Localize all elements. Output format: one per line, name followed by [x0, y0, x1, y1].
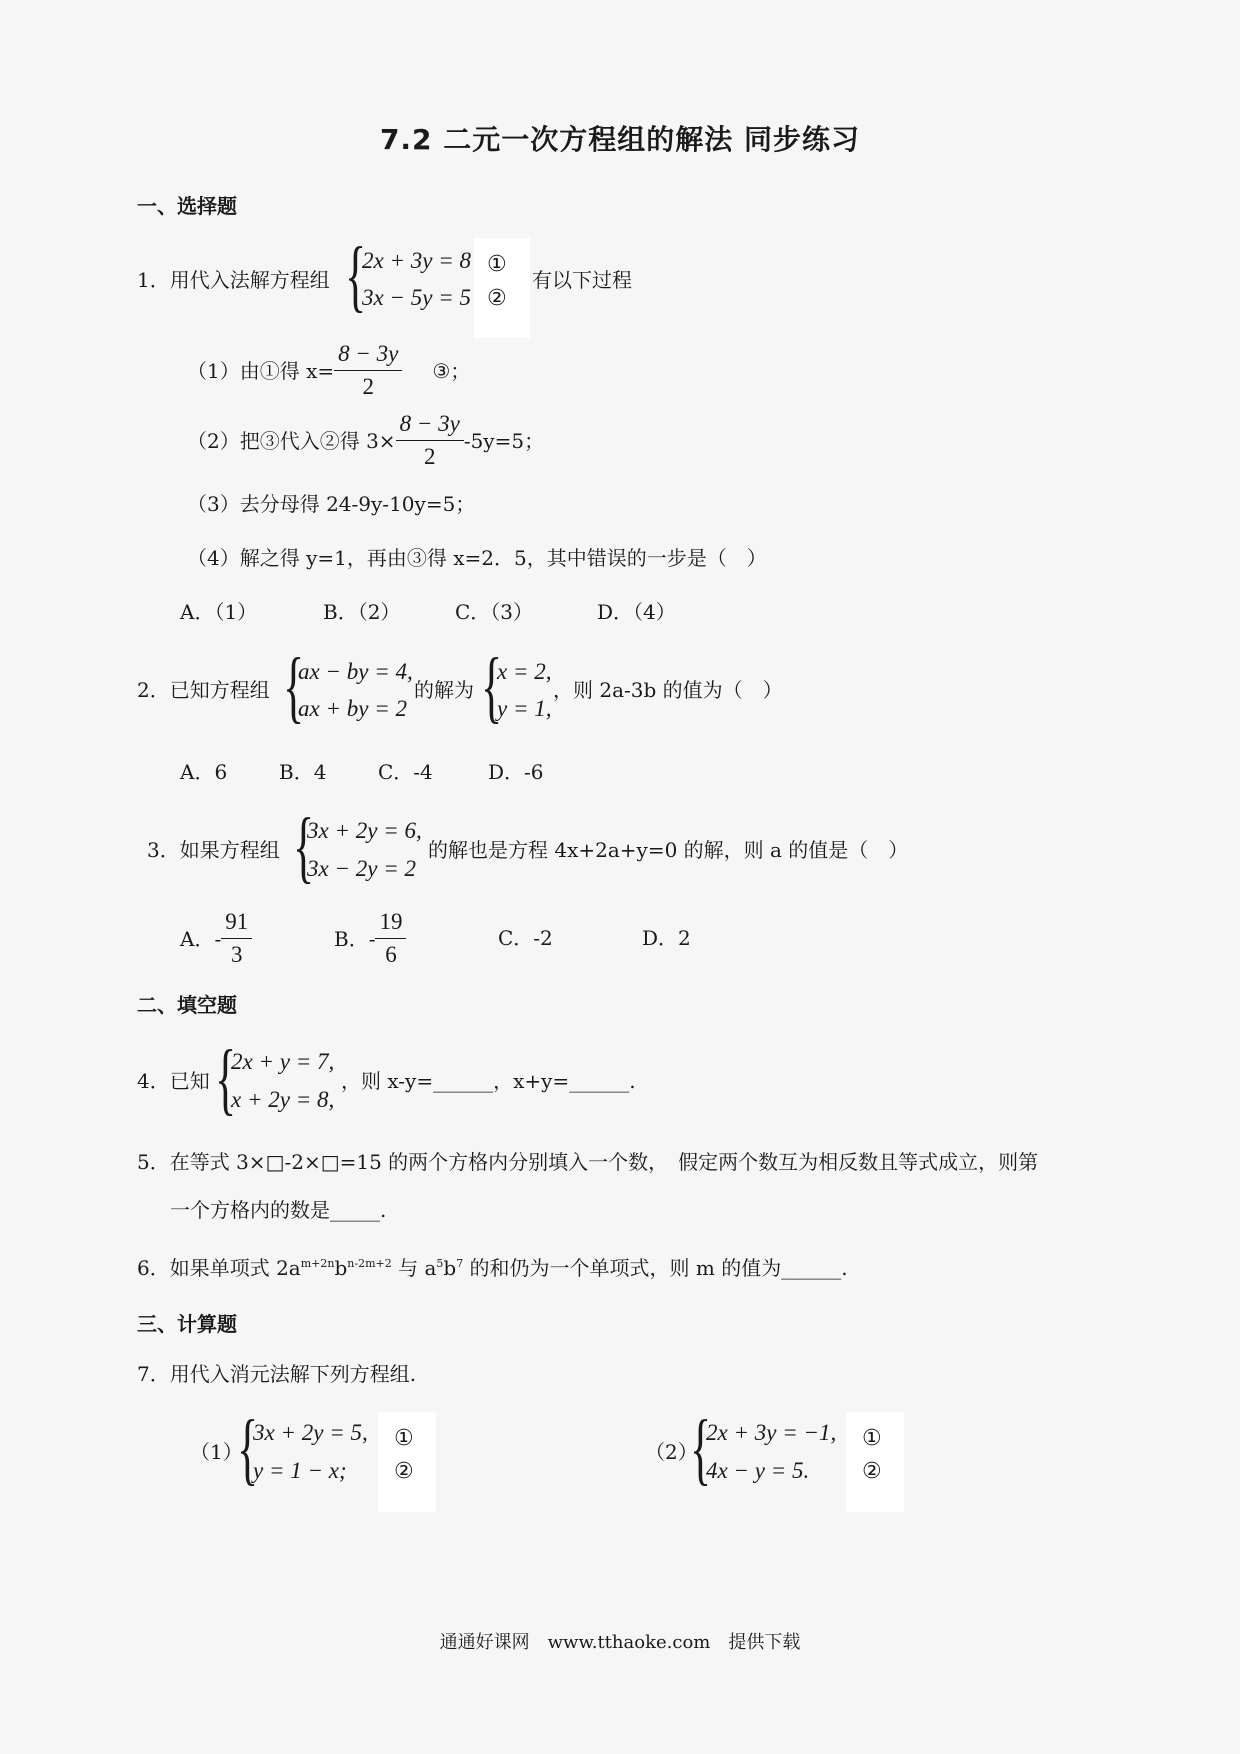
q1-step4: （4）解之得 y=1，再由③得 x=2．5，其中错误的一步是（ ） — [187, 546, 767, 570]
q3-option-c: C．-2 — [498, 926, 553, 950]
q7-part2-eq2: 4x − y = 5. — [706, 1458, 810, 1483]
q6-post: 的和仍为一个单项式，则 m 的值为______. — [463, 1256, 848, 1280]
q7-part1-eq1: 3x + 2y = 5, — [253, 1420, 368, 1445]
q2-option-a: A．6 — [180, 760, 228, 784]
q6-sup1: m+2n — [300, 1257, 335, 1270]
q7-part2-mark2: ② — [862, 1459, 882, 1484]
q6-sup2: n-2m+2 — [347, 1257, 392, 1270]
q3-option-a-fraction — [221, 908, 252, 969]
q7-part2-mark1: ① — [862, 1426, 882, 1451]
q1-eq2: 3x − 5y = 5 — [362, 285, 471, 310]
q5-line2: 一个方格内的数是_____. — [170, 1198, 387, 1222]
q2-solution-brace: { — [481, 643, 503, 731]
q2-prefix: 2．已知方程组 — [137, 678, 270, 702]
q7-part1-label: （1） — [190, 1440, 243, 1464]
q3-option-a-label: A．- — [180, 926, 222, 951]
q4-suffix: ，则 x-y=______，x+y=______. — [341, 1069, 636, 1093]
q1-option-b: B．（2） — [323, 600, 401, 624]
q7-part1-mark1: ① — [394, 1426, 414, 1451]
q1-mark2: ② — [487, 286, 507, 311]
q3-option-a — [180, 908, 252, 969]
q3-option-d: D．2 — [642, 926, 691, 950]
q1-step2-fraction — [396, 410, 464, 471]
q6-mid2: 与 a — [391, 1256, 437, 1280]
q3-suffix: 的解也是方程 4x+2a+y=0 的解，则 a 的值是（ ） — [428, 838, 909, 862]
q1-prefix: 1．用代入法解方程组 — [137, 268, 330, 292]
q1-step1-numerator: 8 − 3y — [334, 340, 402, 371]
q2-brace: { — [283, 643, 305, 731]
page-title: 7.2 二元一次方程组的解法 同步练习 — [379, 123, 861, 156]
q3-brace: { — [293, 803, 315, 891]
q1-suffix: 有以下过程 — [532, 268, 632, 292]
q2-suffix: ，则 2a-3b 的值为（ ） — [553, 678, 783, 702]
q1-eq1: 2x + 3y = 8 — [362, 248, 471, 273]
q4-eq2: x + 2y = 8, — [231, 1087, 335, 1112]
q1-step1-pre: （1）由①得 x= — [187, 358, 335, 383]
q3-option-a-numerator: 91 — [221, 908, 252, 939]
q7-part2-eq1: 2x + 3y = −1, — [706, 1420, 837, 1445]
q3-eq1: 3x + 2y = 6, — [307, 818, 422, 843]
q4-eq1: 2x + y = 7, — [231, 1049, 335, 1074]
q3-prefix: 3．如果方程组 — [147, 838, 280, 862]
q3-option-a-denominator: 3 — [230, 942, 243, 967]
q1-step3: （3）去分母得 24-9y-10y=5； — [187, 492, 476, 516]
q2-sol1: x = 2, — [497, 659, 552, 684]
q7-part1-brace: { — [237, 1405, 259, 1493]
q6-sup4: 7 — [456, 1257, 464, 1270]
q1-option-c: C．（3） — [455, 600, 534, 624]
q5-line1: 5．在等式 3×□-2×□=15 的两个方格内分别填入一个数， 假定两个数互为相反数且等式成立，则第 — [137, 1150, 1039, 1174]
q6-pre: 6．如果单项式 2a — [137, 1256, 301, 1280]
q2-option-c: C．-4 — [378, 760, 433, 784]
q1-brace: { — [345, 232, 367, 320]
q4-prefix: 4．已知 — [137, 1069, 210, 1093]
q1-step2-denominator: 2 — [423, 444, 436, 469]
q6-mid1: b — [334, 1256, 348, 1280]
q1-step2 — [187, 410, 544, 471]
q1-step1-denominator: 2 — [362, 374, 374, 399]
q3-eq2: 3x − 2y = 2 — [307, 856, 416, 881]
q1-step1-fraction — [334, 340, 402, 401]
q7-text: 7．用代入消元法解下列方程组. — [137, 1362, 417, 1386]
q1-option-a: A．（1） — [180, 600, 258, 624]
q2-mid: 的解为 — [414, 678, 474, 702]
section-heading-fill: 二、填空题 — [137, 993, 237, 1017]
q6-sup3: 5 — [436, 1257, 444, 1270]
q3-option-b-label: B．- — [334, 926, 376, 951]
q7-part2-brace: { — [690, 1405, 712, 1493]
q7-part1-eq2: y = 1 − x; — [253, 1458, 347, 1483]
q7-part1-mark2: ② — [394, 1459, 414, 1484]
section-heading-calc: 三、计算题 — [137, 1312, 237, 1336]
q1-step1-post: ③； — [432, 358, 471, 383]
q2-sol2: y = 1, — [497, 696, 552, 721]
q3-option-b-denominator: 6 — [385, 942, 397, 967]
q3-option-b — [334, 908, 406, 969]
q1-step2-pre: （2）把③代入②得 3× — [187, 428, 396, 453]
page-footer: 通通好课网 www.tthaoke.com 提供下载 — [439, 1632, 801, 1653]
q1-step2-post: -5y=5； — [463, 428, 545, 453]
q1-step1 — [187, 340, 470, 401]
q7-part2-label: （2） — [645, 1440, 698, 1464]
q6-text — [137, 1250, 848, 1282]
q1-option-d: D．（4） — [597, 600, 676, 624]
q2-eq1: ax − by = 4, — [298, 659, 413, 684]
q2-eq2: ax + by = 2 — [298, 696, 407, 721]
q1-mark1: ① — [487, 252, 507, 277]
q2-option-d: D．-6 — [488, 760, 544, 784]
q3-option-b-numerator: 19 — [375, 908, 406, 939]
q2-option-b: B．4 — [279, 760, 327, 784]
section-heading-choice: 一、选择题 — [137, 194, 237, 218]
q6-mid3: b — [443, 1256, 457, 1280]
q3-option-b-fraction — [375, 908, 406, 969]
q4-brace: { — [215, 1035, 237, 1123]
q1-step2-numerator: 8 − 3y — [396, 410, 464, 441]
